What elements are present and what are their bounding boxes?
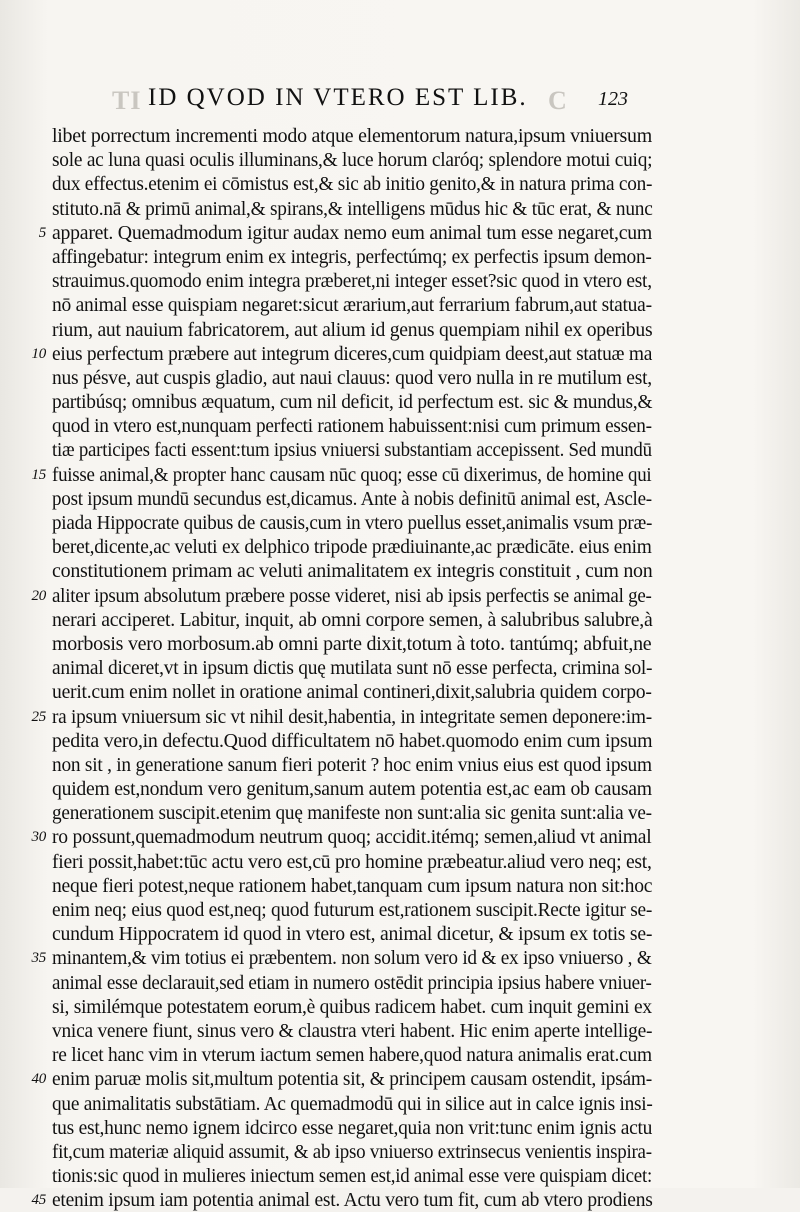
text-line: [52, 172, 652, 196]
line-text: ra ipsum vniuersum sic vt nihil desit,habentia, in integritate semen deponere:im-: [52, 705, 652, 728]
line-text: etenim ipsum iam potentia animal est. Actu vero tum fit, cum ab vtero prodiens: [52, 1189, 653, 1212]
line-number: 40: [31, 1071, 46, 1088]
line-text: fuisse animal,& propter hanc causam nūc quoq; esse cū dixerimus, de homine qui: [52, 463, 652, 486]
text-line: [52, 124, 652, 148]
line-text: sole ac luna quasi oculis illuminans,& luce horum claróq; splendore motui cuiq;: [52, 149, 653, 172]
text-line: [31, 705, 652, 729]
line-text: strauimus.quomodo enim integra præberet,ni integer esset?sic quod in vtero est,: [52, 270, 652, 293]
text-line: [52, 874, 652, 898]
text-line: [31, 463, 652, 487]
line-text: aliter ipsum absolutum præbere posse videret, nisi ab ipsis perfectis se animal ge-: [52, 584, 652, 607]
text-line: [52, 753, 652, 777]
text-line: [31, 584, 652, 608]
text-line: [52, 197, 652, 221]
text-line: [52, 366, 652, 390]
text-line: [52, 1019, 652, 1043]
text-line: [52, 995, 652, 1019]
line-text: constitutionem primam ac veluti animalitatem ex integris constituit , cum non: [52, 560, 653, 583]
text-line: [52, 680, 652, 704]
text-line: [31, 342, 653, 366]
line-number: 15: [31, 466, 46, 483]
line-number: 25: [31, 708, 46, 725]
line-text: tus est,hunc nemo ignem idcirco esse negaret,quia non vrit:tunc enim ignis actu: [52, 1116, 653, 1139]
line-number: 10: [31, 345, 46, 362]
line-text: animal diceret,vt in ipsum dictis quę mutilata sunt nō esse perfecta, crimina sol-: [52, 657, 653, 680]
bleed-through-text-left: TI: [112, 86, 142, 115]
line-text: fieri possit,habet:tūc actu vero est,cū pro homine præbeatur.aliud vero neq; est,: [52, 850, 652, 873]
text-line: [52, 293, 652, 317]
text-line: [52, 922, 652, 946]
line-text: si, similémque potestatem eorum,è quibus radicem habet. cum inquit gemini ex: [52, 995, 652, 1018]
text-line: [52, 850, 652, 874]
line-text: morbosis vero morbosum.ab omni parte dixit,totum à toto. tantúmq; abfuit,ne: [52, 632, 652, 655]
text-line: [52, 1092, 652, 1116]
line-text: nerari acciperet. Labitur, inquit, ab omni corpore semen, à salubribus salubre,à: [52, 608, 653, 631]
line-text: dux effectus.etenim ei cōmistus est,& sic ab initio genito,& in natura prima con-: [52, 173, 653, 196]
line-text: quidem est,nondum vero genitum,sanum autem potentia est,ac eam ob causam: [52, 778, 652, 801]
text-line: [31, 825, 652, 849]
line-text: apparet. Quemadmodum igitur audax nemo eum animal tum esse negaret,cum: [52, 221, 653, 244]
line-text: re licet hanc vim in vterum iactum semen habere,quod natura animalis erat.cum: [52, 1044, 652, 1067]
line-text: enim neq; eius quod est,neq; quod futurum est,rationem suscipit.Recte igitur se-: [52, 899, 653, 921]
text-line: [52, 1140, 652, 1164]
text-line: [52, 1116, 652, 1140]
text-line: [52, 1043, 652, 1067]
line-text: animal esse declarauit,sed etiam in numero ostēdit principia ipsius habere vniuer-: [52, 971, 652, 994]
line-number: 35: [31, 950, 46, 967]
text-line: [52, 487, 652, 511]
line-text: pedita vero,in defectu.Quod difficultatem nō habet.quomodo enim cum ipsum: [52, 729, 653, 752]
line-text: neque fieri potest,neque rationem habet,tanquam cum ipsum natura non sit:hoc: [52, 874, 653, 897]
text-line: [52, 148, 652, 172]
line-text: stituto.nā & primū animal,& spirans,& intelligens mūdus hic & tūc erat, & nunc: [52, 197, 653, 220]
line-text: vnica venere fiunt, sinus vero & claustra vteri habent. Hic enim aperte intellige-: [52, 1019, 653, 1042]
text-line: [52, 1164, 652, 1188]
line-number: 5: [38, 224, 46, 241]
line-text: ro possunt,quemadmodum neutrum quoq; accidit.itémq; semen,aliud vt animal: [52, 826, 652, 849]
text-line: [52, 511, 652, 535]
line-text: cundum Hippocratem id quod in vtero est, animal dicetur, & ipsum ex totis se-: [52, 923, 653, 946]
text-line: [52, 318, 652, 342]
line-text: tionis:sic quod in mulieres iniectum semen est,id animal esse vere quispiam dicet:: [52, 1165, 653, 1188]
line-text: nus pésve, aut cuspis gladio, aut naui clauus: quod vero nulla in re mutilum est,: [52, 366, 652, 389]
text-line: [52, 898, 652, 922]
line-text: enim paruæ molis sit,multum potentia sit, & principem causam ostendit, ipsám-: [52, 1068, 652, 1091]
text-line: [52, 269, 652, 293]
text-line: [52, 608, 652, 632]
line-text: beret,dicente,ac veluti ex delphico tripode prædiuinante,ac prædicāte. eius enim: [52, 536, 652, 559]
line-number: 45: [31, 1192, 46, 1209]
text-line: [52, 438, 652, 462]
text-line: [31, 946, 652, 970]
line-text: generationem suscipit.etenim quę manifeste non sunt:alia sic genita sunt:alia ve-: [52, 802, 652, 825]
line-text: tiæ participes facti essent:tum ipsius vniuersi substantiam accepissent. Sed mundū: [52, 439, 652, 462]
line-text: affingebatur: integrum enim ex integris, perfectúmq; ex perfectis ipsum demon-: [52, 245, 652, 268]
text-line: [52, 729, 652, 753]
running-head: ID QVOD IN VTERO EST LIB.: [148, 84, 528, 111]
text-line: [38, 221, 653, 245]
line-text: non sit , in generatione sanum fieri poterit ? hoc enim vnius eius est quod ipsum: [52, 753, 652, 776]
text-line: [52, 535, 652, 559]
text-line: [52, 777, 652, 801]
body-text: [31, 124, 653, 1212]
text-line: [52, 245, 652, 269]
line-text: minantem,& vim totius ei præbentem. non solum vero id & ex ipso vniuerso , &: [52, 947, 652, 970]
text-line: [31, 1067, 652, 1091]
line-text: quod in vtero est,nunquam perfecti rationem habuissent:nisi cum primum essen-: [52, 415, 652, 438]
text-line: [52, 559, 652, 583]
page-number: 123: [598, 88, 628, 110]
text-line: [52, 414, 652, 438]
bleed-through-text-right: C: [548, 86, 568, 115]
text-line: [31, 1188, 653, 1212]
line-text: piada Hippocrate quibus de causis,cum in vtero puellus esset,animalis vsum præ-: [52, 512, 653, 534]
line-text: partibúsq; omnibus æquatum, cum nil deficit, id perfectum est. sic & mundus,&: [52, 391, 653, 414]
line-number: 30: [31, 829, 46, 846]
text-line: [52, 801, 652, 825]
line-text: rium, aut nauium fabricatorem, aut alium id genus quempiam nihil ex operibus: [52, 318, 653, 341]
line-text: libet porrectum incrementi modo atque elementorum natura,ipsum vniuersum: [52, 125, 652, 147]
line-text: post ipsum mundū secundus est,dicamus. Ante à nobis definitū animal est, Ascle-: [52, 487, 652, 510]
line-text: que animalitatis substātiam. Ac quemadmodū qui in silice aut in calce ignis insi-: [52, 1092, 653, 1115]
line-text: fit,cum materiæ aliquid assumit, & ab ipso vniuerso extrinsecus venientis inspira-: [52, 1140, 652, 1163]
line-text: uerit.cum enim nollet in oratione animal contineri,dixit,salubria quidem corpo-: [52, 681, 652, 704]
line-text: nō animal esse quispiam negaret:sicut ærarium,aut ferrarium fabrum,aut statua-: [52, 294, 652, 317]
line-text: eius perfectum præbere aut integrum diceres,cum quidpiam deest,aut statuæ ma: [52, 342, 653, 365]
text-line: [52, 390, 652, 414]
text-line: [52, 971, 652, 995]
text-line: [52, 632, 652, 656]
line-number: 20: [31, 587, 46, 604]
text-line: [52, 656, 652, 680]
